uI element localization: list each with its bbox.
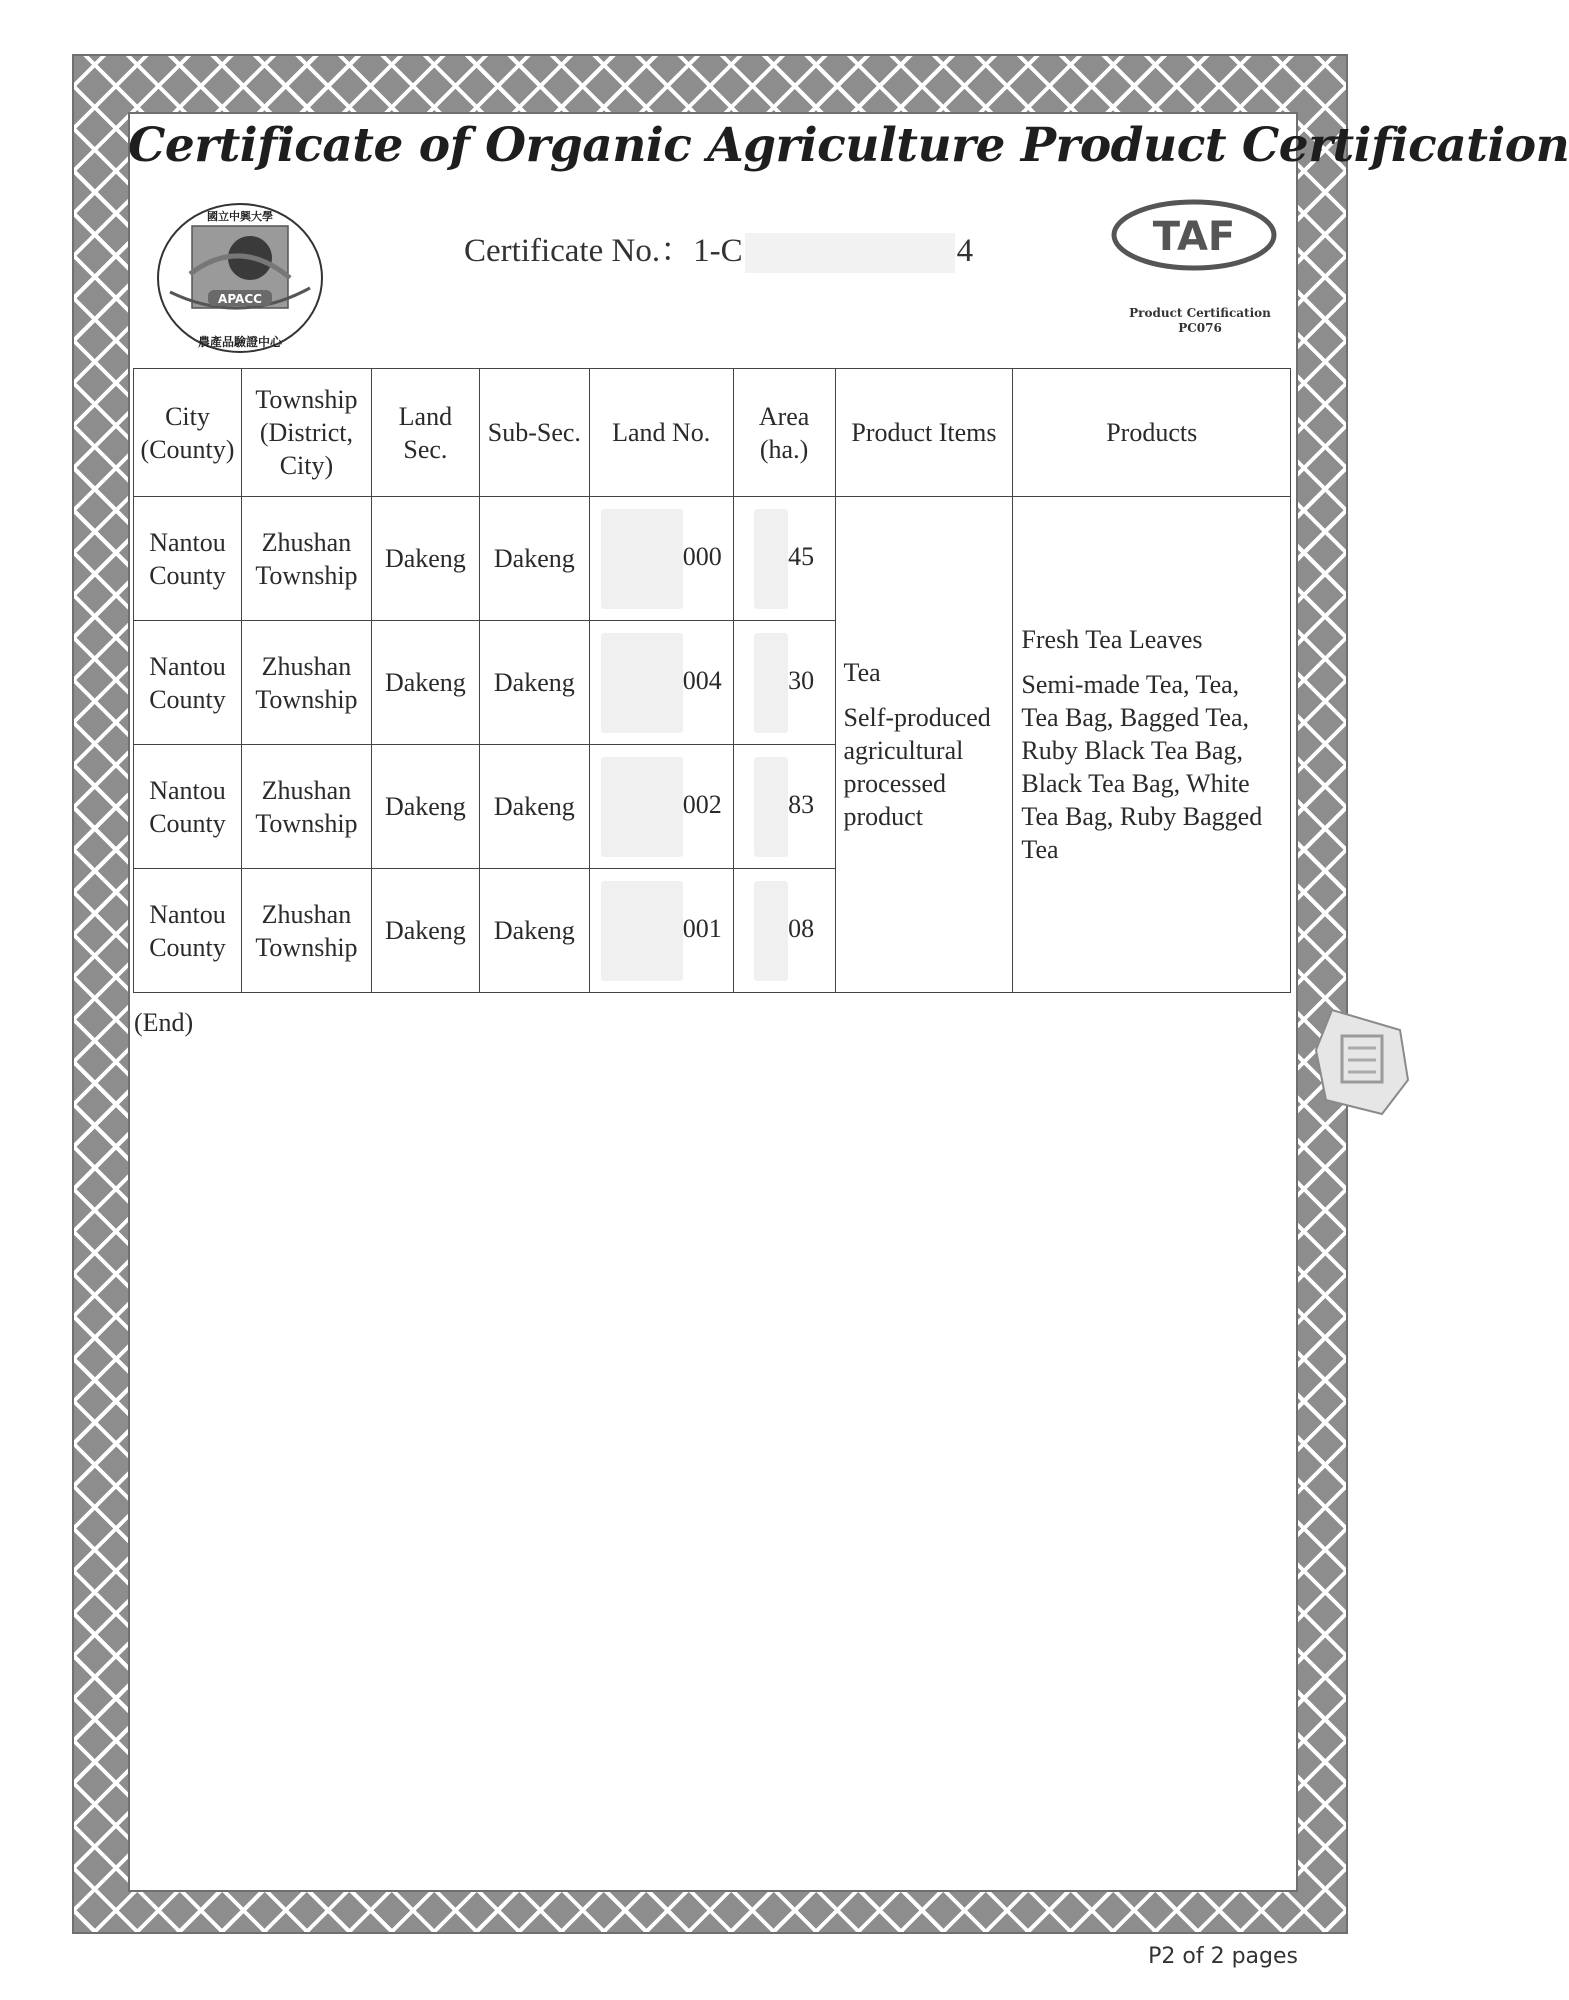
redacted-area bbox=[754, 757, 788, 857]
taf-caption bbox=[1120, 306, 1280, 336]
page-number: P2 of 2 pages bbox=[1148, 1944, 1298, 1969]
redacted-area bbox=[601, 509, 683, 609]
cell-area bbox=[733, 621, 835, 745]
cell-land-sec: Dakeng bbox=[371, 497, 479, 621]
taf-logo-icon bbox=[1110, 198, 1278, 272]
apacc-logo-text: APACC bbox=[218, 292, 262, 306]
land-no-visible: 000 bbox=[682, 541, 722, 571]
header-products: Products bbox=[1013, 369, 1291, 497]
cell-sub-sec: Dakeng bbox=[479, 621, 589, 745]
cell-city: Nantou County bbox=[134, 745, 242, 869]
land-no-visible: 001 bbox=[682, 913, 722, 943]
taf-caption-line1: Product Certification bbox=[1129, 306, 1271, 320]
cell-land-sec: Dakeng bbox=[371, 621, 479, 745]
apacc-bottom-text: 農產品驗證中心 bbox=[197, 335, 283, 349]
cell-township: Zhushan Township bbox=[241, 621, 371, 745]
area-visible: 08 bbox=[788, 913, 815, 943]
redacted-area bbox=[754, 509, 788, 609]
product-1: Fresh Tea Leaves bbox=[1021, 625, 1203, 654]
taf-caption-line2: PC076 bbox=[1178, 321, 1222, 335]
header-city: City (County) bbox=[134, 369, 242, 497]
product-item-2: Self-produced agricultural processed product bbox=[843, 703, 991, 831]
area-visible: 83 bbox=[788, 789, 815, 819]
cell-land-no bbox=[589, 745, 733, 869]
certificate-number-label: Certificate No.：1-C bbox=[464, 233, 743, 269]
redacted-area bbox=[601, 881, 683, 981]
cell-township: Zhushan Township bbox=[241, 497, 371, 621]
header-land-no: Land No. bbox=[589, 369, 733, 497]
cell-products bbox=[1013, 497, 1291, 993]
header-area: Area (ha.) bbox=[733, 369, 835, 497]
land-table bbox=[133, 368, 1291, 993]
cell-township: Zhushan Township bbox=[241, 745, 371, 869]
certificate-title: Certificate of Organic Agriculture Product Certification bbox=[128, 118, 1569, 173]
area-visible: 45 bbox=[788, 541, 815, 571]
taf-logo-text: TAF bbox=[1152, 214, 1236, 260]
cell-sub-sec: Dakeng bbox=[479, 497, 589, 621]
certificate-number bbox=[464, 224, 973, 273]
seal-stamp-icon bbox=[1312, 1000, 1410, 1120]
redacted-area bbox=[754, 633, 788, 733]
cell-area bbox=[733, 869, 835, 993]
header-product-items: Product Items bbox=[835, 369, 1013, 497]
redacted-area bbox=[601, 757, 683, 857]
product-item-1: Tea bbox=[843, 658, 881, 687]
cell-city: Nantou County bbox=[134, 869, 242, 993]
land-no-visible: 004 bbox=[682, 665, 722, 695]
end-marker: (End) bbox=[134, 1008, 194, 1037]
cell-land-sec: Dakeng bbox=[371, 745, 479, 869]
cell-city: Nantou County bbox=[134, 497, 242, 621]
area-visible: 30 bbox=[788, 665, 815, 695]
table-header-row bbox=[134, 369, 1291, 497]
cell-product-items bbox=[835, 497, 1013, 993]
cell-sub-sec: Dakeng bbox=[479, 745, 589, 869]
product-2: Semi-made Tea, Tea, Tea Bag, Bagged Tea, Ruby Black Tea Bag, Black Tea Bag, White Tea Bag, Ruby Bagged Tea bbox=[1021, 670, 1263, 864]
header-land-sec: Land Sec. bbox=[371, 369, 479, 497]
cell-city: Nantou County bbox=[134, 621, 242, 745]
header-sub-sec: Sub-Sec. bbox=[479, 369, 589, 497]
redacted-area bbox=[745, 233, 955, 273]
cell-land-no bbox=[589, 869, 733, 993]
cell-land-no bbox=[589, 621, 733, 745]
header-township: Township (District, City) bbox=[241, 369, 371, 497]
cell-area bbox=[733, 497, 835, 621]
cell-land-sec: Dakeng bbox=[371, 869, 479, 993]
certificate-number-suffix: 4 bbox=[956, 233, 974, 269]
land-no-visible: 002 bbox=[682, 789, 722, 819]
apacc-top-text: 國立中興大學 bbox=[207, 210, 273, 223]
table-row bbox=[134, 497, 1291, 621]
redacted-area bbox=[601, 633, 683, 733]
redacted-area bbox=[754, 881, 788, 981]
cell-area bbox=[733, 745, 835, 869]
apacc-logo-icon bbox=[150, 196, 330, 360]
cell-sub-sec: Dakeng bbox=[479, 869, 589, 993]
cell-township: Zhushan Township bbox=[241, 869, 371, 993]
cell-land-no bbox=[589, 497, 733, 621]
